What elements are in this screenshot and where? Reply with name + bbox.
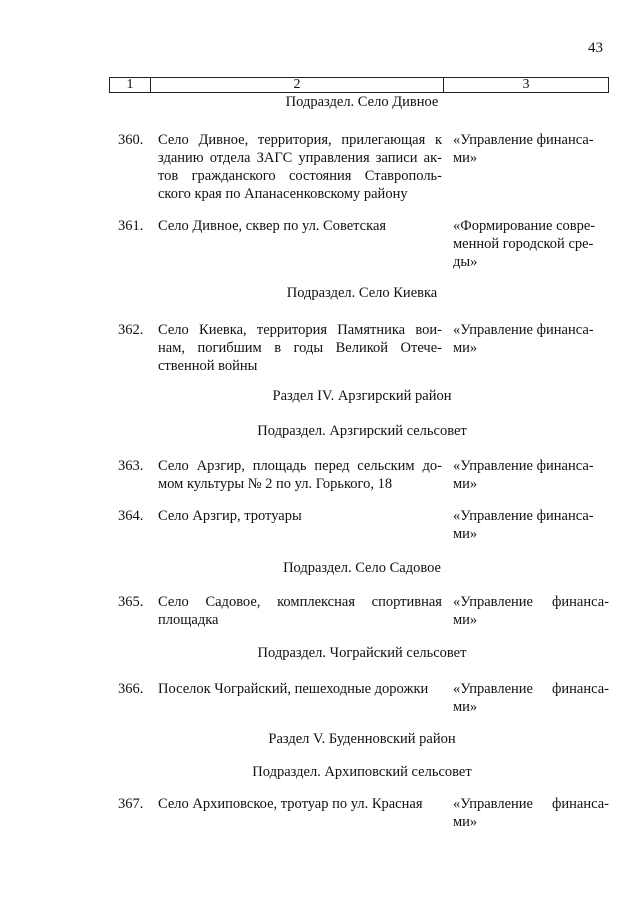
- page-number: 43: [588, 40, 603, 56]
- subsection-heading: Подраздел. Чограйский сельсовет: [257, 645, 467, 661]
- description-line: зданию отдела ЗАГС управления записи ак-: [158, 150, 442, 166]
- table-header-row: [109, 77, 609, 93]
- program-line: ми»: [453, 814, 478, 830]
- program-line: «Управление финанса-: [453, 594, 609, 610]
- entry-description: [158, 795, 442, 813]
- program-line: «Управление финанса-: [453, 681, 609, 697]
- entry-program: [453, 457, 609, 493]
- description-line: тов гражданского состояния Ставрополь-: [158, 168, 442, 184]
- entry-description: [158, 593, 442, 629]
- entry-description: [158, 680, 442, 698]
- description-line: Село Арзгир, тротуары: [158, 508, 302, 524]
- program-line: ми»: [453, 526, 478, 542]
- subsection-heading: Подраздел. Село Киевка: [286, 285, 438, 301]
- program-line: «Управление финанса-: [453, 796, 609, 812]
- entry-description: [158, 321, 442, 375]
- description-line: Село Дивное, сквер по ул. Советская: [158, 218, 387, 234]
- description-line: Село Дивное, территория, прилегающая к: [158, 132, 442, 148]
- entry-number: 360.: [118, 132, 144, 148]
- section-heading: Раздел IV. Арзгирский район: [272, 388, 452, 404]
- entry-program: [453, 131, 609, 167]
- description-line: Село Архиповское, тротуар по ул. Красная: [158, 796, 423, 812]
- program-line: «Формирование совре-: [453, 218, 596, 234]
- entry-program: [453, 593, 609, 629]
- table-header-col-2: 2: [151, 78, 444, 92]
- description-line: ского края по Апанасенковскому району: [158, 186, 408, 202]
- program-line: «Управление финанса-: [453, 458, 594, 474]
- program-line: менной городской сре-: [453, 236, 594, 252]
- subsection-heading: Подраздел. Село Дивное: [285, 94, 439, 110]
- description-line: Село Садовое, комплексная спортивная: [158, 594, 442, 610]
- subsection-heading: Подраздел. Село Садовое: [283, 560, 441, 576]
- subsection-heading: Подраздел. Арзгирский сельсовет: [257, 423, 467, 439]
- table-header-col-1: 1: [110, 78, 151, 92]
- entry-number: 363.: [118, 458, 144, 474]
- entry-description: [158, 217, 442, 235]
- entry-description: [158, 457, 442, 493]
- table-header-col-3: 3: [522, 77, 530, 92]
- description-line: Село Арзгир, площадь перед сельским до-: [158, 458, 442, 474]
- entry-number: 366.: [118, 681, 144, 697]
- entry-description: [158, 131, 442, 203]
- program-line: ды»: [453, 254, 478, 270]
- description-line: площадка: [158, 612, 219, 628]
- subsection-heading: Подраздел. Архиповский сельсовет: [252, 764, 472, 780]
- section-heading: Раздел V. Буденновский район: [268, 731, 456, 747]
- description-line: нам, погибшим в годы Великой Отече-: [158, 340, 442, 356]
- program-line: «Управление финанса-: [453, 508, 594, 524]
- entry-program: [453, 507, 609, 543]
- description-line: мом культуры № 2 по ул. Горького, 18: [158, 476, 393, 492]
- entry-number: 367.: [118, 796, 144, 812]
- entry-program: [453, 680, 609, 716]
- entry-number: 361.: [118, 218, 144, 234]
- program-line: ми»: [453, 340, 478, 356]
- program-line: «Управление финанса-: [453, 132, 594, 148]
- description-line: Поселок Чограйский, пешеходные дорожки: [158, 681, 429, 697]
- program-line: ми»: [453, 699, 478, 715]
- description-line: Село Киевка, территория Памятника вои-: [158, 322, 442, 338]
- entry-program: [453, 321, 609, 357]
- program-line: ми»: [453, 612, 478, 628]
- program-line: ми»: [453, 150, 478, 166]
- entry-description: [158, 507, 442, 525]
- program-line: «Управление финанса-: [453, 322, 594, 338]
- program-line: ми»: [453, 476, 478, 492]
- entry-program: [453, 795, 609, 831]
- description-line: ственной войны: [158, 358, 258, 374]
- entry-program: [453, 217, 609, 271]
- entry-number: 362.: [118, 322, 144, 338]
- entry-number: 364.: [118, 508, 144, 524]
- entry-number: 365.: [118, 594, 144, 610]
